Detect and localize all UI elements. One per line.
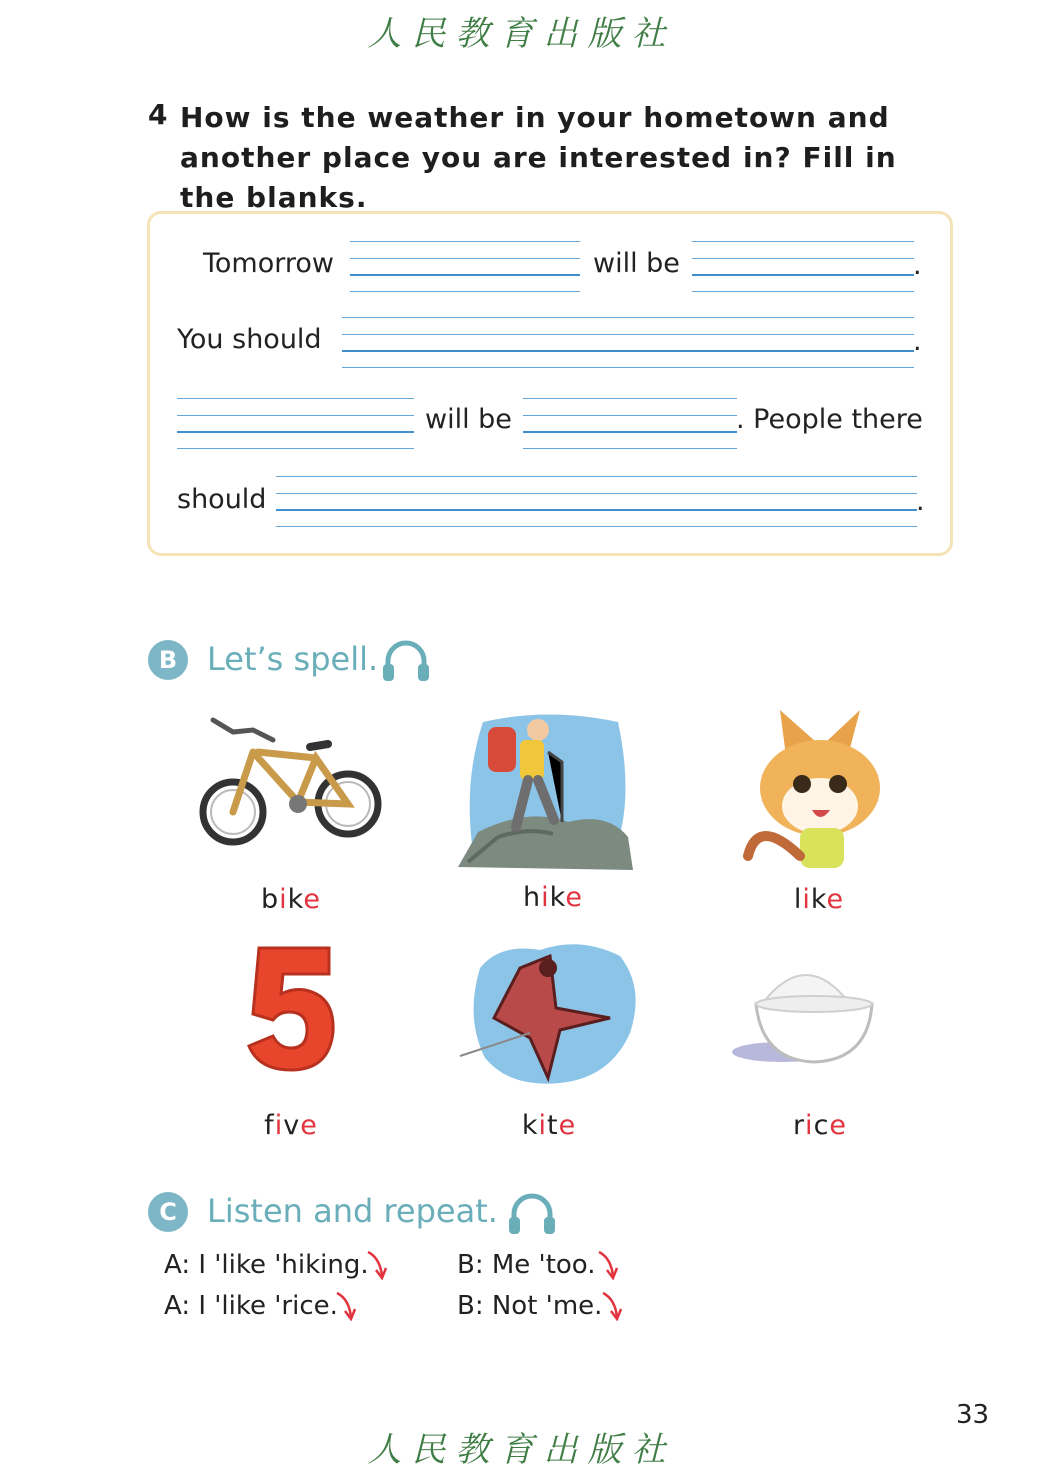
word-rice: rice [792,1110,848,1141]
page-number: 33 [956,1400,990,1430]
headphones-icon[interactable] [380,637,432,683]
headphones-icon[interactable] [506,1190,558,1236]
blank-weather-2[interactable] [523,398,737,450]
blank-hometown[interactable] [350,241,580,293]
section-b-title: Let’s spell. [207,640,379,678]
blank-place[interactable] [177,398,414,450]
bicycle-image [198,712,388,862]
word-five: five [264,1110,318,1141]
question-number: 4 [148,98,169,131]
word-kite: kite [521,1110,577,1141]
falling-intonation-arrow-icon [335,1291,357,1321]
dialog-line-b-2: B: Not 'me. [457,1291,603,1321]
falling-intonation-arrow-icon [601,1291,623,1321]
word-like: like [793,884,845,915]
dialog-line-a-2: A: I 'like 'rice. [164,1291,338,1321]
blank-weather-1[interactable] [692,241,914,293]
period-1: . [913,250,922,281]
dialog-line-a-1: A: I 'like 'hiking. [164,1250,369,1280]
hiker-image [458,712,633,872]
number-five-image [245,944,340,1074]
period-3: . [916,486,925,517]
falling-intonation-arrow-icon [597,1250,619,1280]
publisher-header: 人民教育出版社 [367,14,676,54]
blank-advice-2[interactable] [276,476,917,528]
period-2: . [913,326,922,357]
kite-image [460,938,642,1093]
falling-intonation-arrow-icon [366,1250,388,1280]
should-label: should [177,484,267,515]
section-c-title: Listen and repeat. [207,1192,498,1230]
you-should-label: You should [177,324,322,355]
section-c-badge: C [148,1192,188,1232]
cartoon-fox-image [738,706,898,871]
bowl-of-rice-image [732,952,877,1067]
tomorrow-label: Tomorrow [203,248,334,279]
word-bike: bike [261,884,321,915]
dialog-line-b-1: B: Me 'too. [457,1250,596,1280]
people-there-label: . People there [736,404,923,435]
question-text: How is the weather in your hometown and another place you are interested in? Fill in the blanks. [180,101,897,214]
publisher-footer: 人民教育出版社 [367,1430,676,1470]
will-be-label-2: will be [425,404,512,435]
blank-advice-1[interactable] [342,317,914,369]
will-be-label-1: will be [593,248,680,279]
word-hike: hike [523,882,583,913]
section-b-badge: B [148,640,188,680]
